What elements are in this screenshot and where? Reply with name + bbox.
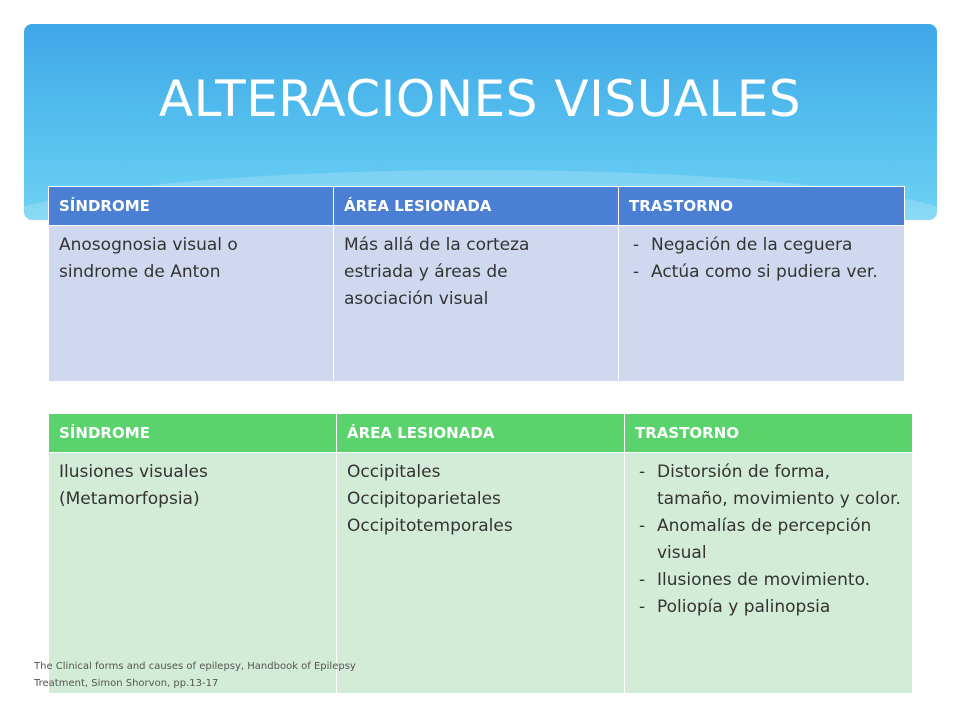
syndrome-cell [49,226,334,382]
disorder-item: - Distorsión de forma, tamaño, movimiento y color. [635,459,902,513]
disorder-item: - Anomalías de percepción visual [635,513,902,567]
disorder-cell [619,226,905,382]
syndrome-line: (Metamorfopsia) [59,489,200,509]
column-header-syndrome: SÍNDROME [49,414,337,453]
syndrome-line: Anosognosia visual o [59,235,238,255]
area-line: Occipitales [347,462,441,482]
column-header-disorder: TRASTORNO [625,414,913,453]
disorder-item: - Actúa como si pudiera ver. [629,259,894,286]
page-title: ALTERACIONES VISUALES [158,70,802,128]
syndrome-line: Ilusiones visuales [59,462,208,482]
disorder-list [629,232,894,286]
disorder-item: - Negación de la ceguera [629,232,894,259]
area-cell [334,226,619,382]
syndrome-table-anton [48,186,905,382]
footnote-line: The Clinical forms and causes of epilepsy, Handbook of Epilepsy [34,661,356,672]
table-header-row [49,187,905,226]
disorder-item: - Poliopía y palinopsia [635,594,902,621]
disorder-item: - Ilusiones de movimiento. [635,567,902,594]
column-header-area: ÁREA LESIONADA [334,187,619,226]
footnote-line: Treatment, Simon Shorvon, pp.13-17 [34,678,219,689]
column-header-disorder: TRASTORNO [619,187,905,226]
area-line: estriada y áreas de [344,262,508,282]
area-line: Más allá de la corteza [344,235,530,255]
area-line: Occipitotemporales [347,516,513,536]
column-header-area: ÁREA LESIONADA [337,414,625,453]
table-header-row [49,414,913,453]
column-header-syndrome: SÍNDROME [49,187,334,226]
area-line: asociación visual [344,289,489,309]
table-row [49,226,905,382]
disorder-list [635,459,902,621]
area-line: Occipitoparietales [347,489,501,509]
citation-footnote [34,658,414,692]
syndrome-table-metamorphopsia [48,413,913,694]
syndrome-line: sindrome de Anton [59,262,221,282]
disorder-cell [625,453,913,694]
